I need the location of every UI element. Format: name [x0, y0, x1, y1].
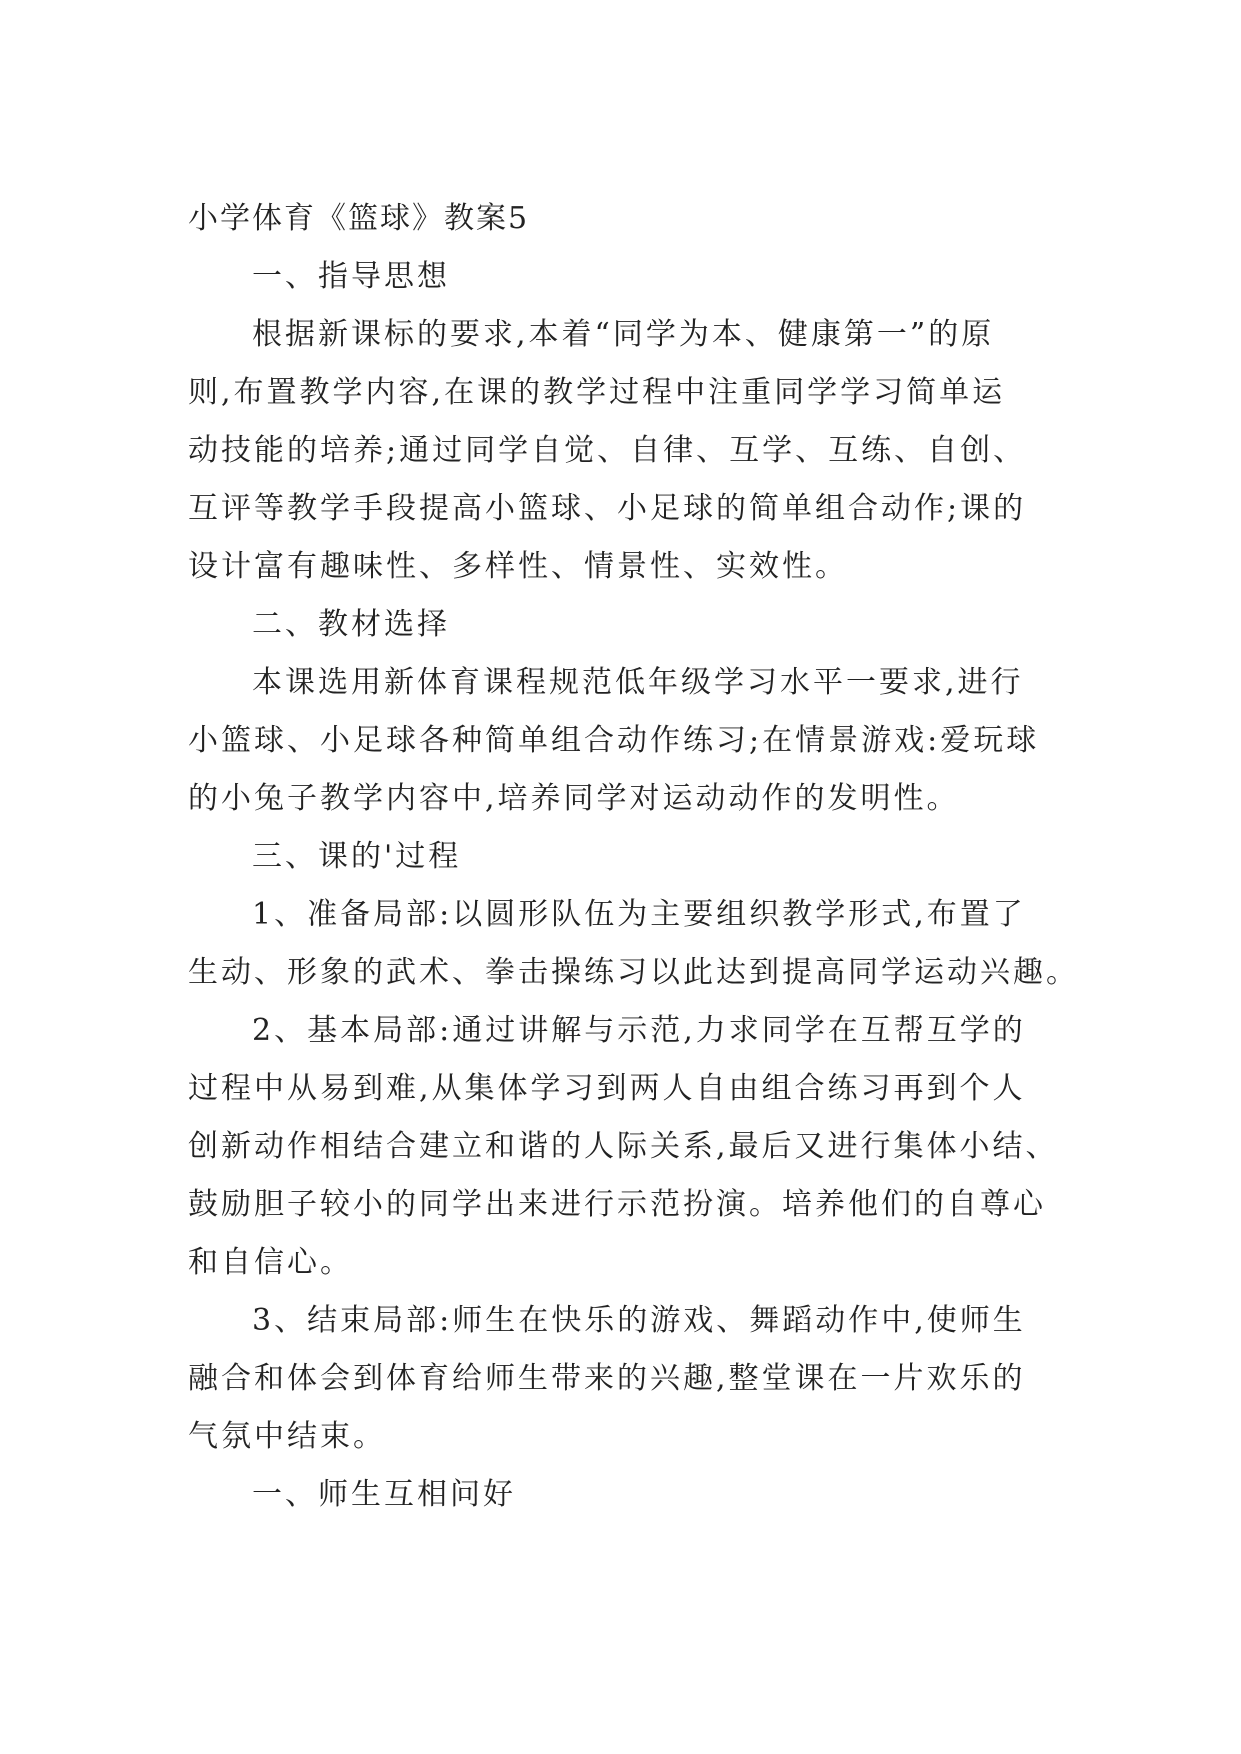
document-lines [188, 248, 1079, 1524]
text-line: 的小兔子教学内容中,培养同学对运动动作的发明性。 [188, 781, 960, 816]
text-line: 鼓励胆子较小的同学出来进行示范扮演。培养他们的自尊心 [188, 1187, 1046, 1222]
text-line: 和自信心。 [188, 1245, 353, 1280]
text-line: 设计富有趣味性、多样性、情景性、实效性。 [188, 549, 848, 584]
text-line: 一、师生互相问好 [252, 1477, 516, 1512]
document-title: 小学体育《篮球》教案5 [188, 201, 530, 236]
document-body [188, 190, 1079, 1524]
text-line: 根据新课标的要求,本着“同学为本、健康第一”的原 [252, 317, 995, 352]
text-line: 1、准备局部:以圆形队伍为主要组织教学形式,布置了 [252, 897, 1026, 932]
text-line: 本课选用新体育课程规范低年级学习水平一要求,进行 [252, 665, 1024, 700]
text-line: 则,布置教学内容,在课的教学过程中注重同学学习简单运 [188, 375, 1006, 410]
text-line: 二、教材选择 [252, 607, 450, 642]
text-line: 3、结束局部:师生在快乐的游戏、舞蹈动作中,使师生 [252, 1303, 1026, 1338]
text-line: 过程中从易到难,从集体学习到两人自由组合练习再到个人 [188, 1071, 1026, 1106]
text-line: 动技能的培养;通过同学自觉、自律、互学、互练、自创、 [188, 433, 1027, 468]
text-line: 小篮球、小足球各种简单组合动作练习;在情景游戏:爱玩球 [188, 723, 1040, 758]
text-line: 生动、形象的武术、拳击操练习以此达到提高同学运动兴趣。 [188, 955, 1079, 990]
text-line: 气氛中结束。 [188, 1419, 386, 1454]
text-line: 互评等教学手段提高小篮球、小足球的简单组合动作;课的 [188, 491, 1027, 526]
text-line: 融合和体会到体育给师生带来的兴趣,整堂课在一片欢乐的 [188, 1361, 1026, 1396]
text-line: 三、课的'过程 [252, 839, 462, 874]
text-line: 一、指导思想 [252, 259, 450, 294]
text-line: 创新动作相结合建立和谐的人际关系,最后又进行集体小结、 [188, 1129, 1059, 1164]
text-line: 2、基本局部:通过讲解与示范,力求同学在互帮互学的 [252, 1013, 1026, 1048]
